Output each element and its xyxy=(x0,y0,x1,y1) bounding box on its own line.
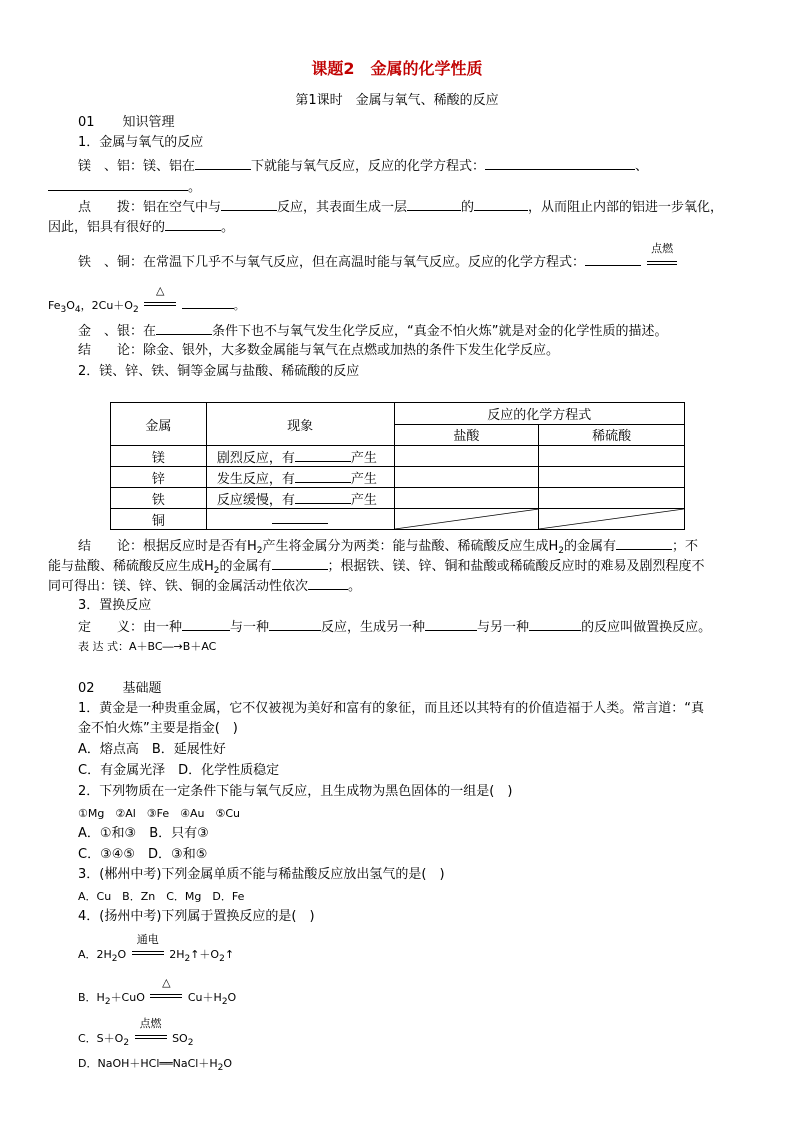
condition-ignite: 点燃 xyxy=(139,1017,162,1030)
text: 的金属有 xyxy=(564,539,617,554)
para-fe-cu-cont xyxy=(48,284,245,318)
text: D．NaOH＋HCl══NaCl＋H xyxy=(78,1057,218,1070)
subscript: 2 xyxy=(219,954,225,964)
text: 结 论：根据反应时是否有H xyxy=(78,539,257,554)
question-4-option-d[interactable] xyxy=(78,1056,232,1076)
question-1-options-ab[interactable]: A．熔点高 B．延展性好 xyxy=(78,742,226,757)
text: 产生 xyxy=(350,450,377,466)
question-2-options-ab[interactable]: A．①和③ B．只有③ xyxy=(78,826,209,841)
slash-line xyxy=(539,509,684,529)
para-fe-cu xyxy=(78,242,679,271)
table-row xyxy=(111,509,685,530)
text: B．H xyxy=(78,991,105,1004)
cell-h2so4-answer[interactable] xyxy=(539,446,685,467)
table-header-h2so4: 稀硫酸 xyxy=(539,424,685,446)
para-mg-al-cont xyxy=(48,178,201,196)
cell-hcl-answer[interactable] xyxy=(394,467,539,488)
answer-blank[interactable] xyxy=(425,618,477,631)
text: ＋CuO xyxy=(110,991,145,1004)
text: O xyxy=(66,299,75,312)
text: 反应，其表面生成一层 xyxy=(277,200,408,215)
question-1-cont: 金不怕火炼”主要是指金( ) xyxy=(78,721,238,736)
reaction-table xyxy=(110,402,685,530)
reaction-condition xyxy=(142,284,178,309)
heading-displacement: 3．置换反应 xyxy=(78,598,152,613)
page-subtitle: 第1课时 金属与氧气、稀酸的反应 xyxy=(295,93,499,108)
table-row xyxy=(111,488,685,509)
text: O xyxy=(117,948,127,961)
text: 因此，铝具有很好的 xyxy=(48,220,166,235)
subscript: 2 xyxy=(184,954,191,964)
text: 。 xyxy=(233,299,245,312)
text: ↑ xyxy=(224,948,235,961)
text: Fe xyxy=(48,299,61,312)
heading-metal-oxygen: 1．金属与氧气的反应 xyxy=(78,135,204,150)
question-4-option-a[interactable] xyxy=(78,933,235,967)
text: ↑＋O xyxy=(190,948,220,961)
answer-blank[interactable] xyxy=(308,577,348,590)
answer-blank[interactable] xyxy=(272,511,328,524)
answer-blank[interactable] xyxy=(182,618,230,631)
reaction-condition xyxy=(645,242,679,266)
text: O xyxy=(223,1057,233,1070)
para-conclusion-2b xyxy=(48,557,705,579)
cell-slashed xyxy=(394,509,539,530)
text: O xyxy=(227,991,237,1004)
question-4-option-b[interactable] xyxy=(78,976,237,1010)
subscript: 2 xyxy=(221,997,228,1007)
text: 剧烈反应，有 xyxy=(216,450,295,466)
cell-metal: 铜 xyxy=(111,509,207,530)
table-header-hcl: 盐酸 xyxy=(394,424,539,446)
text: 能与盐酸、稀硫酸反应生成H xyxy=(48,559,214,574)
slash-line xyxy=(395,509,539,529)
text: 与一种 xyxy=(230,620,270,635)
text: 金 、银：在 xyxy=(78,324,157,339)
question-3: 3．(郴州中考)下列金属单质不能与稀盐酸反应放出氢气的是( ) xyxy=(78,867,445,882)
question-2-list: ①Mg ②Al ③Fe ④Au ⑤Cu xyxy=(78,807,241,820)
answer-blank[interactable] xyxy=(195,157,251,170)
section-header-knowledge xyxy=(78,115,175,131)
text: 。 xyxy=(348,579,362,594)
subscript: 2 xyxy=(558,546,565,556)
cell-phenomenon xyxy=(206,446,394,467)
text: ，2Cu＋O xyxy=(80,299,133,312)
answer-blank[interactable] xyxy=(182,296,234,309)
text: SO xyxy=(172,1032,188,1045)
text: 的金属有 xyxy=(219,559,272,574)
table-row xyxy=(111,467,685,488)
subscript: 3 xyxy=(60,305,67,315)
condition-ignite: 点燃 xyxy=(651,242,674,255)
text: 产生将金属分为两类：能与盐酸、稀硫酸反应生成H xyxy=(262,539,559,554)
answer-blank[interactable] xyxy=(272,557,328,570)
answer-blank[interactable] xyxy=(407,198,461,211)
cell-metal: 镁 xyxy=(111,446,207,467)
text: 点 拨：铝在空气中与 xyxy=(78,200,222,215)
reaction-condition xyxy=(148,976,184,1001)
para-conclusion-2 xyxy=(78,537,698,559)
table-row xyxy=(111,446,685,467)
question-2: 2．下列物质在一定条件下能与氧气反应，且生成物为黑色固体的一组是( ) xyxy=(78,784,513,799)
cell-phenomenon xyxy=(206,467,394,488)
section-number: 01 xyxy=(78,115,95,130)
text: 发生反应，有 xyxy=(216,471,295,487)
answer-blank[interactable] xyxy=(295,491,351,504)
cell-metal: 铁 xyxy=(111,488,207,509)
question-4-option-c[interactable] xyxy=(78,1017,194,1051)
text: 的反应叫做置换反应。 xyxy=(581,620,712,635)
text: 产生 xyxy=(350,471,377,487)
para-definition xyxy=(78,618,711,636)
table-header-metal: 金属 xyxy=(111,403,207,446)
text: ；不 xyxy=(672,539,699,554)
section-name: 基础题 xyxy=(122,681,162,696)
heading-metal-acid: 2．镁、锌、铁、铜等金属与盐酸、稀硫酸的反应 xyxy=(78,364,360,379)
subscript: 2 xyxy=(187,1038,194,1048)
question-2-options-cd[interactable]: C．③④⑤ D．③和⑤ xyxy=(78,847,208,862)
text: C．S＋O xyxy=(78,1032,124,1045)
subscript: 2 xyxy=(217,1063,224,1073)
subscript: 2 xyxy=(213,566,220,576)
question-1: 1．黄金是一种贵重金属，它不仅被视为美好和富有的象征，而且还以其特有的价值造福于人类。常言道：“真 xyxy=(78,701,705,716)
para-mg-al xyxy=(78,157,648,175)
answer-blank[interactable] xyxy=(269,618,321,631)
answer-blank[interactable] xyxy=(616,537,672,550)
para-expression: 表 达 式：A＋BC―→B＋AC xyxy=(78,640,217,653)
cell-phenomenon xyxy=(206,509,394,530)
subscript: 4 xyxy=(74,305,81,315)
text: 铁 、铜：在常温下几乎不与氧气反应，但在高温时能与氧气反应。反应的化学方程式： xyxy=(78,255,586,270)
condition-heat: △ xyxy=(155,284,165,297)
text: 2H xyxy=(169,948,185,961)
text: 。 xyxy=(188,180,202,195)
cell-hcl-answer[interactable] xyxy=(394,488,539,509)
text: 同可得出：镁、锌、铁、铜的金属活动性依次 xyxy=(48,579,309,594)
text: 的 xyxy=(461,200,475,215)
answer-blank[interactable] xyxy=(585,253,641,266)
cell-hcl-answer[interactable] xyxy=(394,446,539,467)
cell-slashed xyxy=(539,509,685,530)
para-tip-cont xyxy=(48,218,234,236)
text: 反应缓慢，有 xyxy=(216,492,295,508)
text: ，从而阻止内部的铝进一步氧化， xyxy=(528,200,724,215)
text: 定 义：由一种 xyxy=(78,620,183,635)
reaction-condition xyxy=(130,933,166,958)
text: 镁 、铝：镁、铝在 xyxy=(78,159,196,174)
subscript: 2 xyxy=(123,1038,130,1048)
answer-blank[interactable] xyxy=(474,198,528,211)
text: 、 xyxy=(635,159,649,174)
question-1-options-cd[interactable]: C．有金属光泽 D．化学性质稳定 xyxy=(78,763,280,778)
table-header-phenomenon: 现象 xyxy=(206,403,394,446)
answer-blank[interactable] xyxy=(48,178,188,191)
page-title: 课题2 金属的化学性质 xyxy=(311,59,483,78)
answer-blank[interactable] xyxy=(295,449,351,462)
cell-metal: 锌 xyxy=(111,467,207,488)
condition-heat: △ xyxy=(162,976,171,989)
cell-phenomenon xyxy=(206,488,394,509)
subscript: 2 xyxy=(111,954,118,964)
question-3-options[interactable]: A．Cu B．Zn C．Mg D．Fe xyxy=(78,890,245,903)
text: 产生 xyxy=(350,492,377,508)
text: 与另一种 xyxy=(477,620,530,635)
answer-blank[interactable] xyxy=(295,470,351,483)
answer-blank[interactable] xyxy=(485,157,635,170)
section-header-basic xyxy=(78,681,162,697)
text: 条件下也不与氧气发生化学反应，“真金不怕火炼”就是对金的化学性质的描述。 xyxy=(212,324,668,339)
text: 反应，生成另一种 xyxy=(321,620,426,635)
section-name: 知识管理 xyxy=(122,115,175,130)
section-number: 02 xyxy=(78,681,95,696)
text: 。 xyxy=(221,220,235,235)
answer-blank[interactable] xyxy=(156,322,212,335)
para-au-ag xyxy=(78,322,668,340)
subscript: 2 xyxy=(104,997,111,1007)
text: A．2H xyxy=(78,948,112,961)
cell-h2so4-answer[interactable] xyxy=(539,488,685,509)
text: ；根据铁、镁、锌、铜和盐酸或稀硫酸反应时的难易及剧烈程度不 xyxy=(327,559,705,574)
subscript: 2 xyxy=(132,305,139,315)
answer-blank[interactable] xyxy=(221,198,277,211)
text: 下就能与氧气反应，反应的化学方程式： xyxy=(251,159,486,174)
answer-blank[interactable] xyxy=(529,618,581,631)
condition-electrolysis: 通电 xyxy=(136,933,159,946)
para-tip xyxy=(78,198,723,216)
question-4: 4．(扬州中考)下列属于置换反应的是( ) xyxy=(78,909,315,924)
reaction-condition xyxy=(133,1017,169,1042)
cell-h2so4-answer[interactable] xyxy=(539,467,685,488)
table-header-equation: 反应的化学方程式 xyxy=(394,403,684,425)
answer-blank[interactable] xyxy=(165,218,221,231)
para-conclusion-2c xyxy=(48,577,361,595)
text: Cu＋H xyxy=(187,991,222,1004)
para-conclusion-1: 结 论：除金、银外，大多数金属能与氧气在点燃或加热的条件下发生化学反应。 xyxy=(78,343,560,358)
subscript: 2 xyxy=(256,546,263,556)
